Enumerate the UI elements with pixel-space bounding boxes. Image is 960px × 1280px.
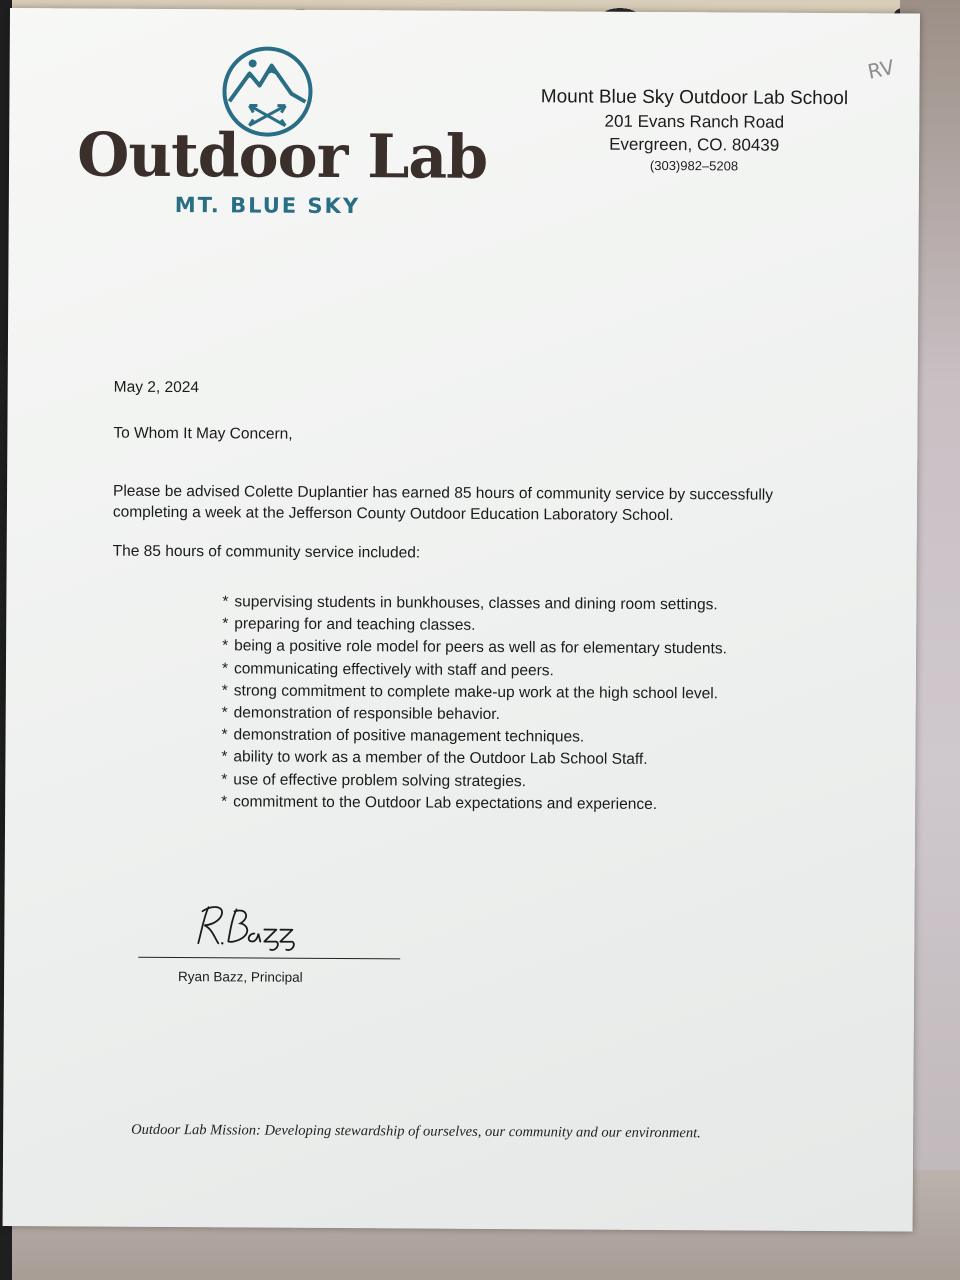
school-name: Mount Blue Sky Outdoor Lab School [540,86,849,110]
duty-text: demonstration of responsible behavior. [233,704,500,723]
list-item [221,724,726,749]
duty-text: use of effective problem solving strategies. [233,770,526,790]
list-item [221,791,726,816]
list-item [221,747,726,772]
letter-body [112,378,844,813]
bullet-star: * [221,704,228,722]
list-item [222,636,727,661]
bullet-star: * [221,659,229,677]
list-item [222,702,727,727]
duty-text: ability to work as a member of the Outdoor Lab School Staff. [233,748,648,769]
duty-text: commitment to the Outdoor Lab expectations and experience. [233,793,658,813]
list-item [222,658,727,683]
phone-number: (303)982–5208 [649,157,739,174]
bullet-star: * [222,593,229,611]
list-item [222,591,727,616]
intro-paragraph: Please be advised Colette Duplantier has earned 85 hours of community service by successfully completing a week at the Jefferson County Outdoor Education Laboratory School. [112,482,774,525]
included-heading: The 85 hours of community service included: [112,542,421,562]
bullet-star: * [221,748,228,766]
duty-text: being a positive role model for peers as well as for elementary students. [234,637,727,658]
duty-text: strong commitment to complete make-up work at the high school level. [233,682,719,703]
outdoor-lab-logo [76,38,488,230]
city-state-zip: Evergreen, CO. 80439 [609,134,780,155]
bullet-star: * [221,726,228,744]
list-item [221,769,726,794]
list-item [222,680,727,705]
duties-list [221,591,727,816]
signer-name: Ryan Bazz, Principal [178,969,303,985]
bullet-star: * [221,770,228,788]
list-item [222,613,727,638]
handwritten-initials: RV [865,54,897,84]
logo-subtitle: MT. BLUE SKY [174,193,361,219]
bullet-star: * [221,682,228,700]
mission-statement: Outdoor Lab Mission: Developing stewardship of ourselves, our community and our environment. [131,1121,701,1142]
duty-text: supervising students in bunkhouses, classes and dining room settings. [234,593,718,614]
duty-text: preparing for and teaching classes. [234,615,476,635]
street-address: 201 Evans Ranch Road [604,111,785,132]
bullet-star: * [222,637,229,655]
bullet-star: * [221,792,228,811]
duty-text: demonstration of positive management techniques. [233,726,585,746]
letterhead-address [529,85,860,176]
bullet-star: * [222,615,229,633]
duty-text: communicating effectively with staff and peers. [233,659,554,679]
letter-date: May 2, 2024 [113,378,200,397]
letter-page [3,8,920,1232]
handwritten-signature [184,897,314,958]
signature-line [138,957,400,960]
logo-title: Outdoor Lab [76,120,488,193]
salutation: To Whom It May Concern, [113,424,293,443]
